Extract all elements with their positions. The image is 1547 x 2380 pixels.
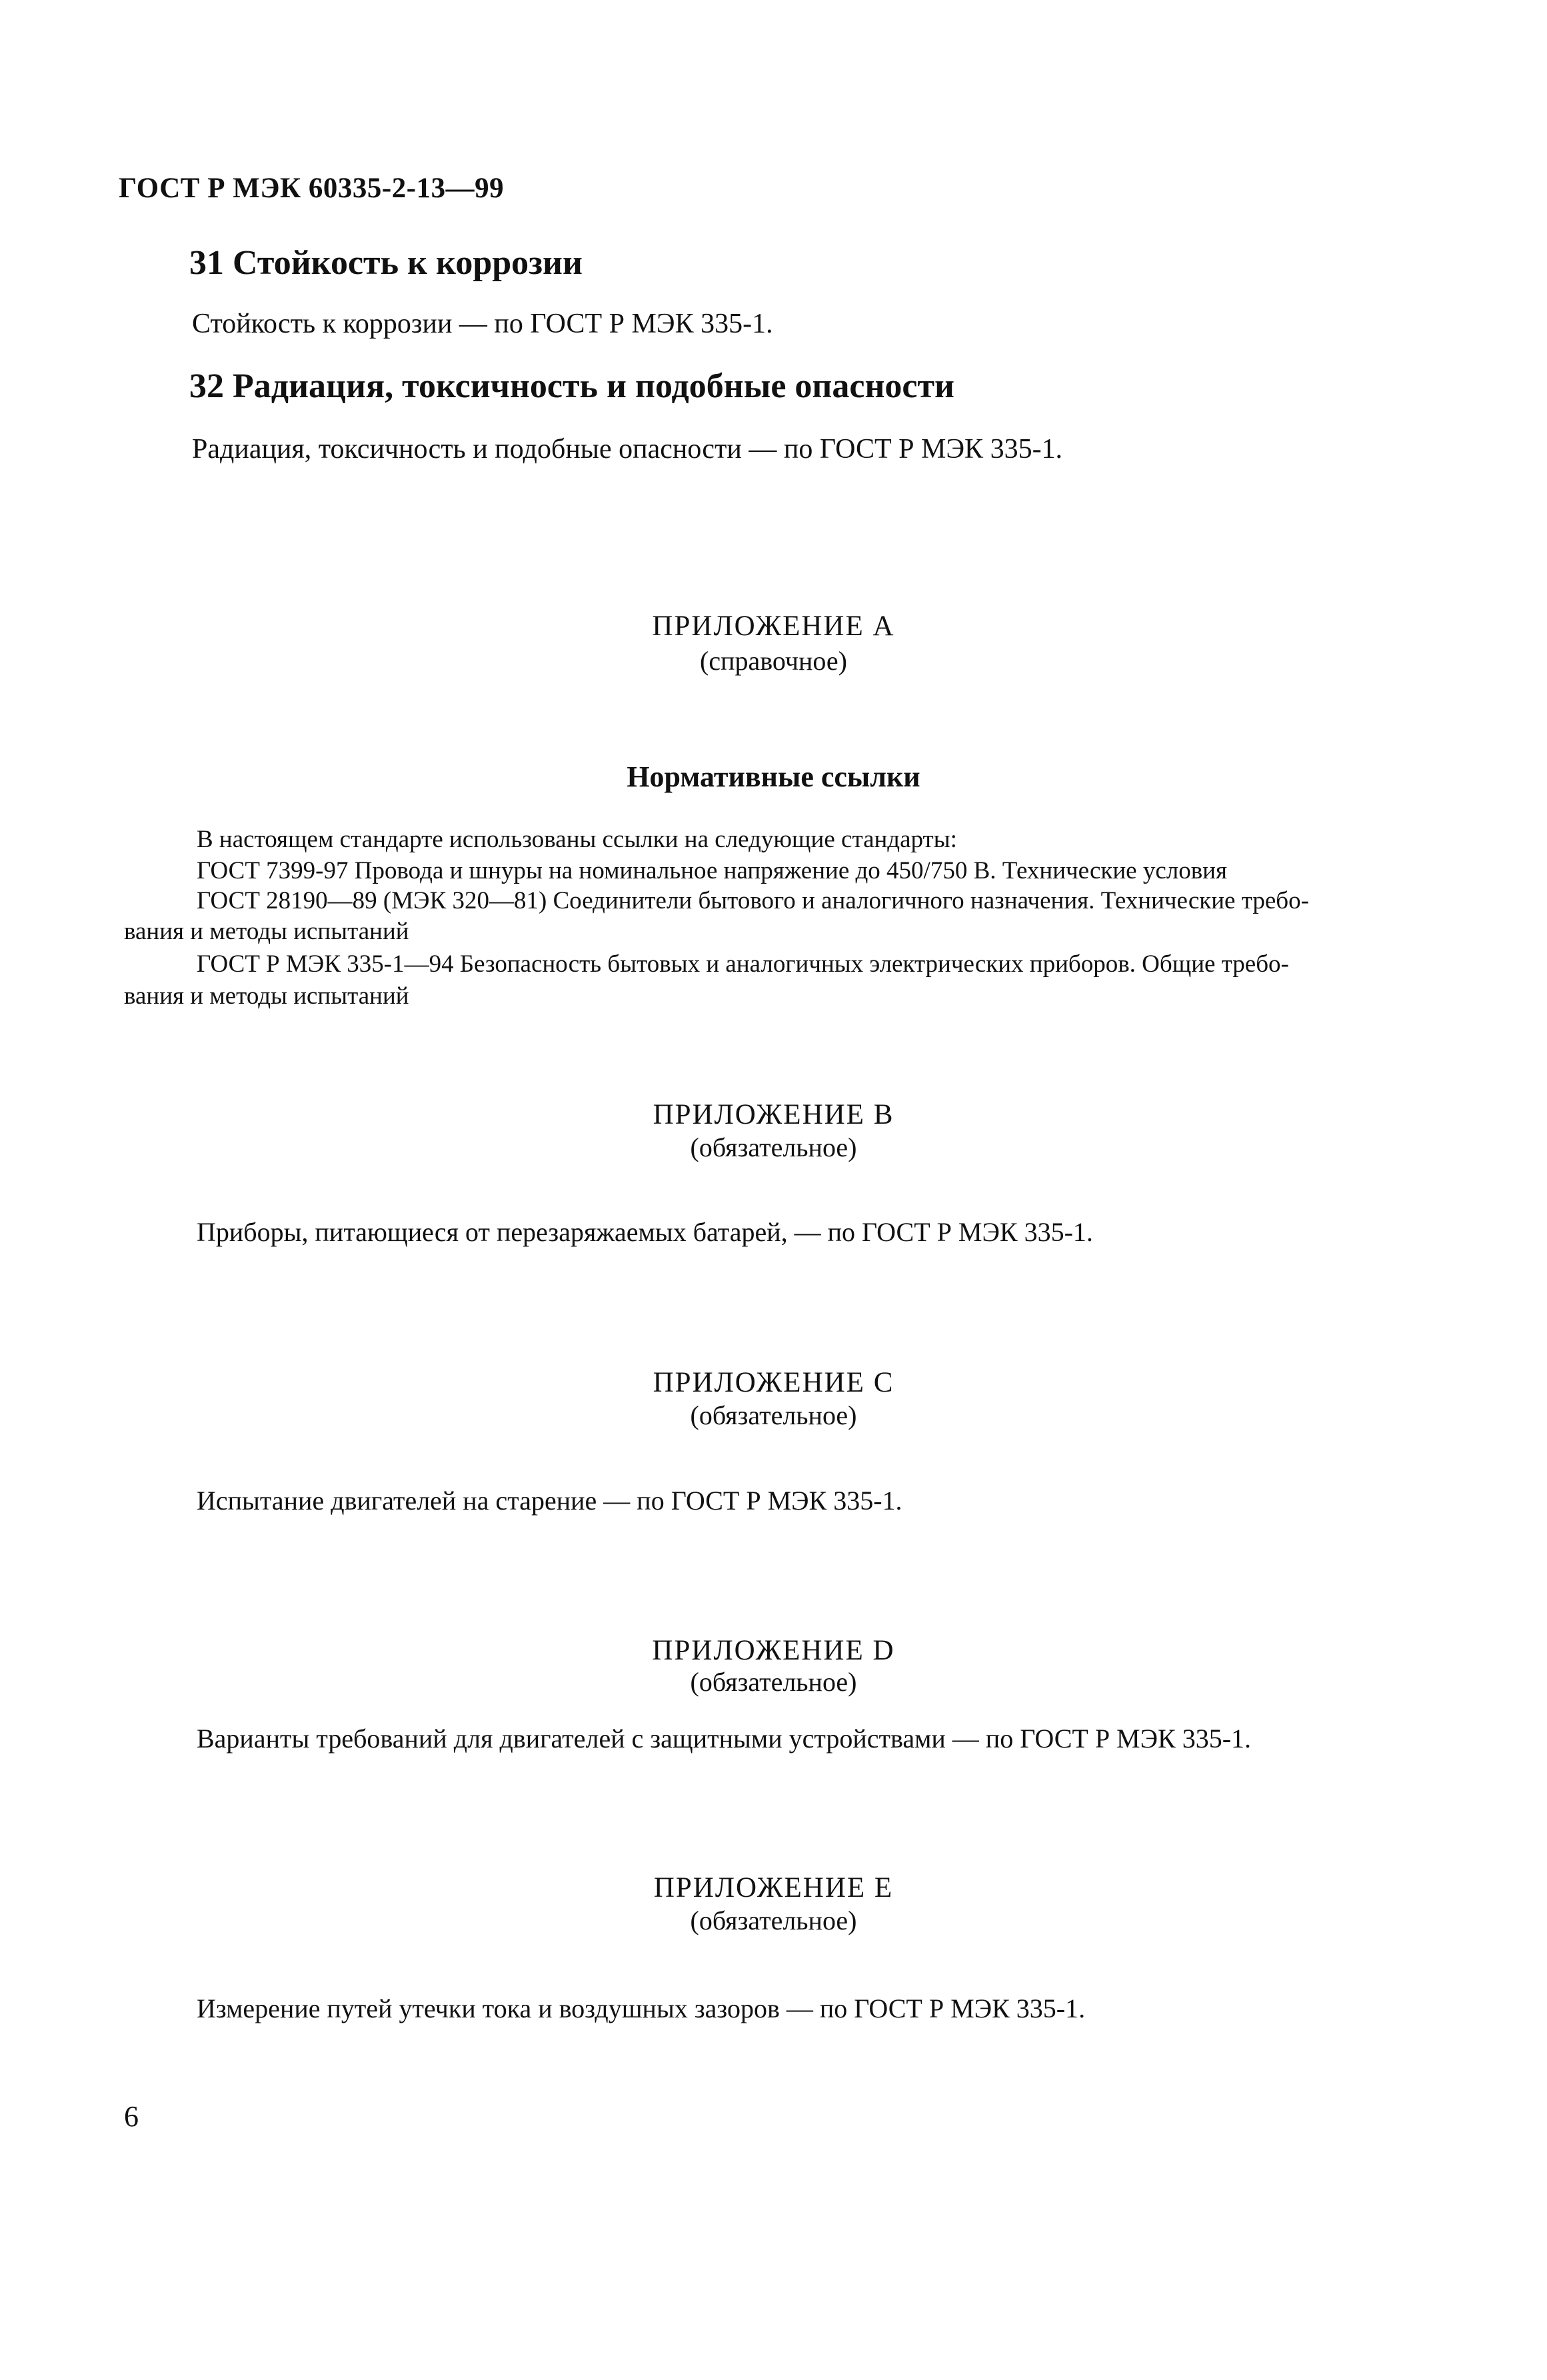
references-intro: В настоящем стандарте использованы ссылки на следующие стандарты: — [197, 826, 957, 853]
appendix-e-subtitle: (обязательное) — [690, 1905, 857, 1935]
section-32-body: Радиация, токсичность и подобные опасности — по ГОСТ Р МЭК 335-1. — [192, 434, 1063, 465]
reference-gost-28190-cont: вания и методы испытаний — [124, 918, 409, 945]
appendix-c-title: ПРИЛОЖЕНИЕ С — [653, 1367, 894, 1398]
appendix-b-title: ПРИЛОЖЕНИЕ В — [653, 1099, 894, 1130]
normative-references-heading: Нормативные ссылки — [627, 760, 920, 793]
appendix-d-subtitle: (обязательное) — [690, 1667, 857, 1697]
appendix-a-subtitle: (справочное) — [700, 646, 847, 676]
reference-gost-28190: ГОСТ 28190—89 (МЭК 320—81) Соединители бытового и аналогичного назначения. Технические требо- — [197, 887, 1309, 914]
appendix-d-title: ПРИЛОЖЕНИЕ D — [652, 1635, 895, 1666]
appendix-c-body: Испытание двигателей на старение — по ГОСТ Р МЭК 335-1. — [197, 1486, 902, 1516]
reference-gost-r-mek-335-cont: вания и методы испытаний — [124, 982, 409, 1010]
section-31-title: 31 Стойкость к коррозии — [189, 244, 583, 282]
document-code: ГОСТ Р МЭК 60335-2-13—99 — [119, 173, 505, 204]
appendix-e-title: ПРИЛОЖЕНИЕ Е — [653, 1872, 894, 1903]
reference-gost-7399: ГОСТ 7399-97 Провода и шнуры на номинальное напряжение до 450/750 В. Технические условия — [197, 857, 1227, 884]
appendix-e-body: Измерение путей утечки тока и воздушных зазоров — по ГОСТ Р МЭК 335-1. — [197, 1993, 1086, 2023]
appendix-c-subtitle: (обязательное) — [690, 1400, 857, 1430]
reference-gost-r-mek-335: ГОСТ Р МЭК 335-1—94 Безопасность бытовых и аналогичных электрических приборов. Общие требо- — [197, 950, 1289, 978]
page-number: 6 — [124, 2100, 139, 2133]
section-32-title: 32 Радиация, токсичность и подобные опасности — [189, 367, 955, 405]
appendix-b-body: Приборы, питающиеся от перезаряжаемых батарей, — по ГОСТ Р МЭК 335-1. — [197, 1217, 1093, 1247]
section-31-body: Стойкость к коррозии — по ГОСТ Р МЭК 335-1. — [192, 309, 773, 339]
appendix-b-subtitle: (обязательное) — [690, 1132, 857, 1162]
appendix-d-body: Варианты требований для двигателей с защитными устройствами — по ГОСТ Р МЭК 335-1. — [197, 1724, 1252, 1754]
appendix-a-title: ПРИЛОЖЕНИЕ А — [652, 610, 895, 642]
